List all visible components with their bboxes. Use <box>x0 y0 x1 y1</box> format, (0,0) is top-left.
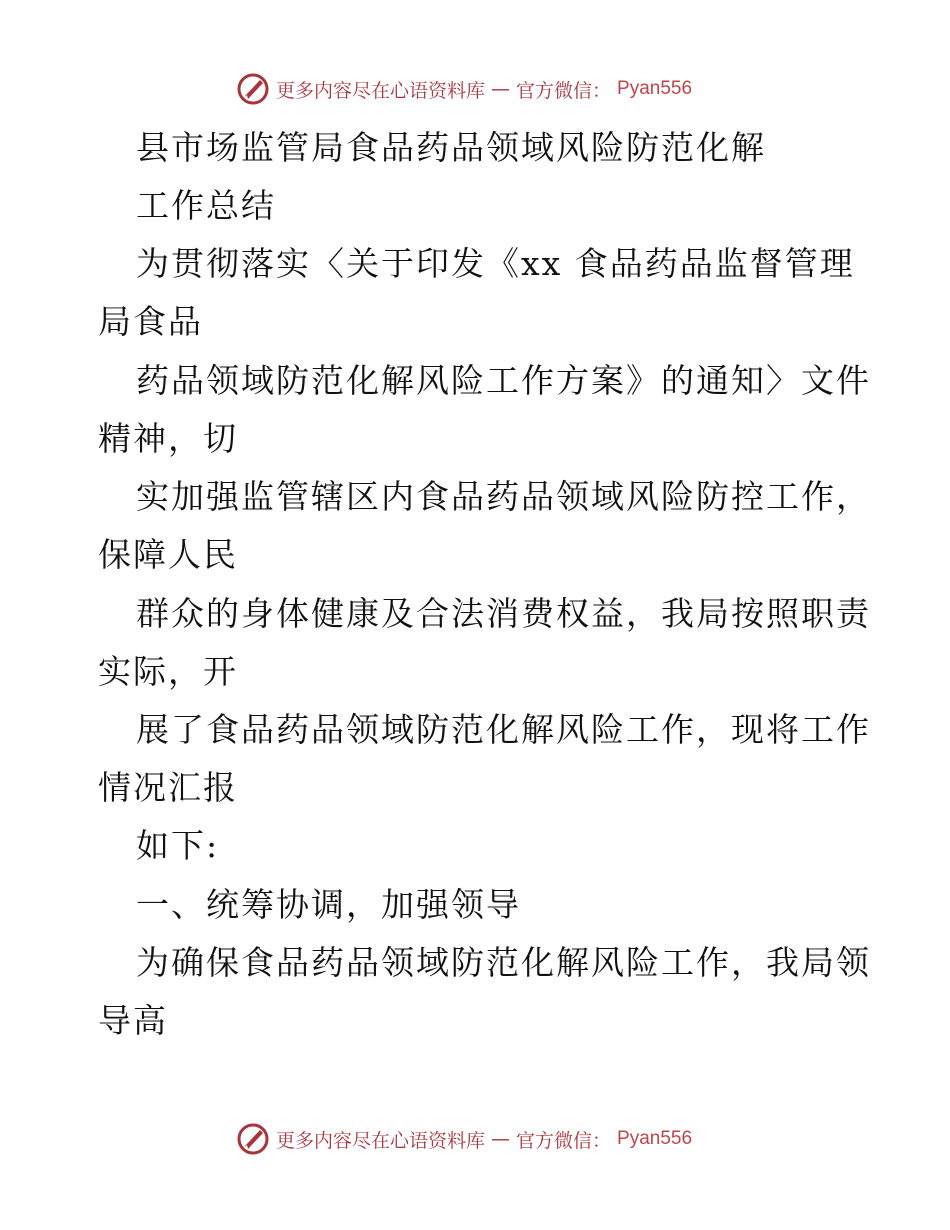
paragraph-line: 如下: <box>136 826 220 865</box>
paragraph-line: 群众的身体健康及合法消费权益，我局按照职责 <box>136 594 871 633</box>
watermark-account: Pyan556 <box>617 1128 693 1149</box>
watermark-text: 更多内容尽在心语资料库 <box>276 1129 486 1152</box>
paragraph-line: 实际，开 <box>98 652 238 691</box>
paragraph-line: 情况汇报 <box>98 768 238 807</box>
section-heading: 一、统筹协调，加强领导 <box>136 885 521 924</box>
brush-logo-icon <box>236 1122 270 1156</box>
paragraph-line: 为确保食品药品领域防范化解风险工作，我局领 <box>136 943 871 982</box>
watermark-wechat-label: 官方微信： <box>516 79 612 102</box>
watermark-wechat-label: 官方微信： <box>516 1129 612 1152</box>
paragraph-line: 保障人民 <box>98 535 238 574</box>
header-watermark <box>236 72 692 106</box>
paragraph-line: 实加强监管辖区内食品药品领域风险防控工作， <box>136 477 871 516</box>
watermark-dash: — <box>491 1128 511 1150</box>
watermark-account: Pyan556 <box>617 78 693 99</box>
footer-watermark <box>236 1122 692 1156</box>
paragraph-line: 为贯彻落实〈关于印发《xx 食品药品监督管理 <box>136 244 855 283</box>
watermark-dash: — <box>491 78 511 100</box>
paragraph-line: 局食品 <box>98 302 203 341</box>
document-title-line-1: 县市场监管局食品药品领域风险防范化解 <box>136 128 766 167</box>
paragraph-line: 药品领域防范化解风险工作方案》的通知〉文件 <box>136 361 871 400</box>
document-title-line-2: 工作总结 <box>136 186 276 225</box>
paragraph-line: 展了食品药品领域防范化解风险工作，现将工作 <box>136 710 871 749</box>
paragraph-line: 导高 <box>98 1001 168 1040</box>
brush-logo-icon <box>236 72 270 106</box>
paragraph-line: 精神，切 <box>98 419 238 458</box>
watermark-text: 更多内容尽在心语资料库 <box>276 79 486 102</box>
